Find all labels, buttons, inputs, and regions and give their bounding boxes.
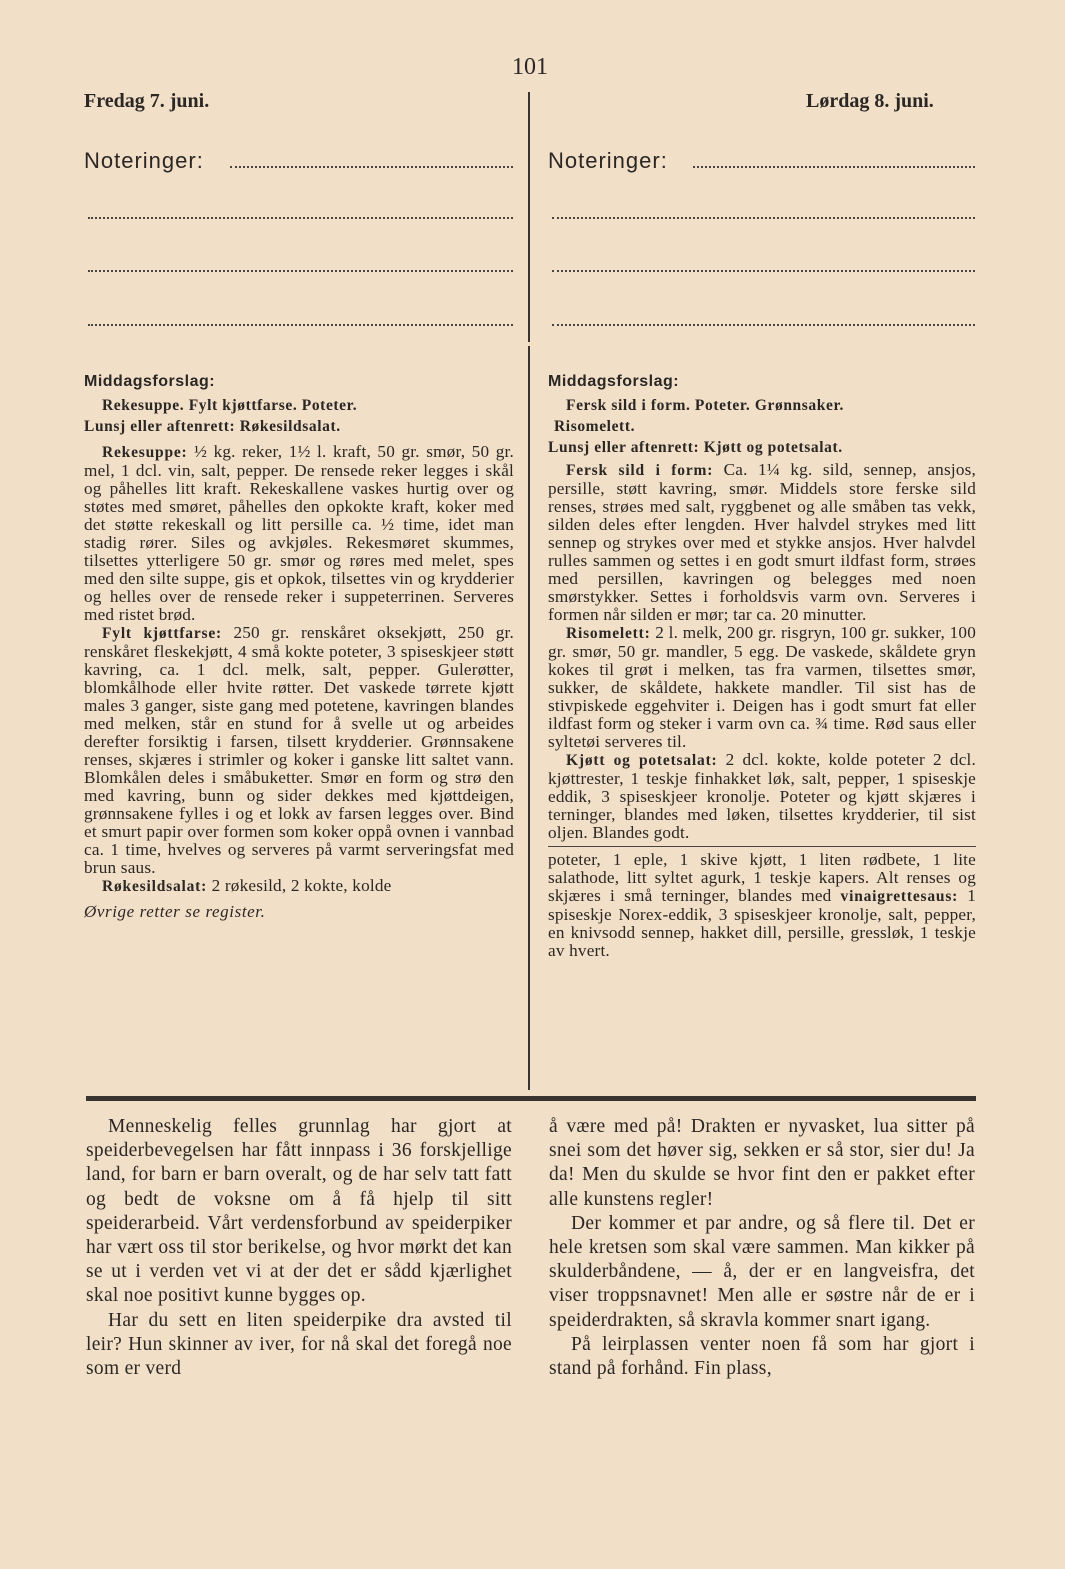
left-notes-line-4	[88, 324, 513, 326]
story-left-paragraph-2: Har du sett en liten speiderpike dra avsted til leir? Hun skinner av iver, for nå skal det foregå noe som er verd	[86, 1309, 512, 1380]
right-dinner-heading: Middagsforslag:	[548, 373, 680, 390]
recipe-title-risomelett: Risomelett:	[566, 625, 651, 642]
recipe-risomelett: 2 l. melk, 200 gr. risgryn, 100 gr. sukker, 100 gr. smør, 50 gr. mandler, 5 egg. De vaskede, skåldete gryn kokes til grøt i melken, tas fra varmen, tilsettes smør, sukker, de skåldete, hakkete mandler. Til sist has de stivpiskede eggehviter i. Deigen has i godt smurt fat eller ildfast form og steker i varm ovn ca. ¾ time. Rød saus eller syltetøi serveres til.	[548, 623, 977, 751]
right-notes-line-4	[552, 324, 975, 326]
column-divider	[528, 346, 530, 1090]
left-notes-line-1	[230, 166, 513, 168]
right-menu-1: Fersk sild i form. Poteter. Grønnsaker.	[566, 397, 844, 414]
right-notes-label: Noteringer:	[548, 148, 668, 173]
recipe-continuation-b: 1 spiseskje Norex-eddik, 3 spiseskjeer kronolje, salt, pepper, en knivsodd sennep, hakket dill, persille, gressløk, 1 teskje av hvert.	[548, 886, 977, 960]
left-lunch: Lunsj eller aftenrett: Røkesildsalat.	[84, 418, 341, 435]
recipe-title-fylt-kjottfarse: Fylt kjøttfarse:	[102, 625, 223, 642]
story-right-paragraph-2: Der kommer et par andre, og så flere til. Det er hele kretsen som skal være sammen. Man kikker på skulderbåndene, — å, der er en langveisfra, det viser troppsnavnet! Men alle er søstre når de er i speiderdrakten, så skravla kommer snart igang.	[549, 1212, 975, 1331]
story-right-paragraph-3: På leirplassen venter noen få som har gjort i stand på forhånd. Fin plass,	[549, 1333, 975, 1380]
left-dinner-heading: Middagsforslag:	[84, 373, 216, 390]
recipe-rekesuppe: ½ kg. reker, 1½ l. kraft, 50 gr. smør, 50 gr. mel, 1 dcl. vin, salt, pepper. De rensede reker legges i skål og påhelles litt kraft. Rekeskallene vaskes hurtig over og støtes med smøret, påhelles den opkokte kraft, koker med det støtte rekeskall og litt persille ca. ½ time, idet man stadig rører. Siles og avkjøles. Rekesmøret skummes, tilsettes ytterligere 50 gr. smør og røres med melet, spes med den silte suppe, gis et opkok, tilsettes vin og krydderier og helles over de rensede reker i suppeterrinen. Serveres med ristet brød.	[84, 442, 514, 624]
section-rule	[86, 1096, 976, 1101]
recipe-rokesildsalat: 2 røkesild, 2 kokte, kolde	[211, 876, 392, 895]
recipe-continuation-a: poteter, 1 eple, 1 skive kjøtt, 1 liten rødbete, 1 lite salathode, litt syltet agurk, 1 teskje kapers. Alt renses og skjæres i små terninger, blandes med	[548, 850, 976, 905]
register-note: Øvrige retter se register.	[84, 902, 266, 921]
story-right-column	[549, 1115, 975, 1381]
right-day-heading: Lørdag 8. juni.	[806, 90, 934, 112]
left-notes-label: Noteringer:	[84, 148, 204, 173]
page-number: 101	[512, 54, 548, 80]
right-recipe-text	[548, 461, 976, 842]
story-left-column	[86, 1115, 512, 1381]
left-notes-line-3	[88, 270, 513, 272]
right-recipes	[548, 373, 976, 960]
recipe-fersk-sild: Ca. 1¼ kg. sild, sennep, ansjos, persille, støtt kavring, smør. Middels store ferske sild renses, strøes med salt, ryggbenet og alle småben tas vekk, silden deles efter lengden. Hver halvdel strykes med litt sennep og strykes over med et stykke ansjos. Hver halvdel rulles sammen og settes i en godt smurt ildfast form, strøes med persillen, kavringen og belegges med noen smørstykker. Settes i forholdsvis varm ovn. Serveres i formen når silden er mør; tar ca. 20 minutter.	[548, 460, 977, 624]
recipe-title-rekesuppe: Rekesuppe:	[102, 444, 188, 461]
recipe-divider	[548, 846, 976, 847]
story-left-paragraph-1: Menneskelig felles grunnlag har gjort at speiderbevegelsen har fått innpass i 36 forskjellige land, for barn er barn overalt, og de har selv tatt fatt og bedt de voksne om å få hjelp til sitt speiderarbeid. Vårt verdensforbund av speiderpiker har vært oss til stor berikelse, og hvor mørkt det kan se ut i verden vet vi at der det er sådd kjærlighet skal noe positivt kunne bygges op.	[86, 1116, 512, 1307]
column-divider-top	[528, 92, 530, 342]
left-notes-line-2	[88, 217, 513, 219]
recipe-fylt-kjottfarse: 250 gr. renskåret oksekjøtt, 250 gr. renskåret fleskekjøtt, 4 små kokte poteter, 3 spiseskjeer støtt kavring, ca. 1 dcl. melk, salt, pepper. Gulerøtter, blomkålhode eller hvite røtter. Det vaskede tørrete kjøtt males 3 ganger, siste gang med potetene, kavringen blandes med melken, står en stund for å svelle ut og arbeides derefter forsiktig i farsen, tilsett krydderier. Grønnsakene renses, skjæres i strimler og koker i ganske litt saltet vann. Blomkålen deles i småbuketter. Smør en form og strø den med kavring, bunn og sider dekkes med kjøttdeigen, grønnsakene fylles i og et lokk av farsen legges over. Bind et smurt papir over formen som koker oppå ovnen i vannbad ca. 1 time, hvelves og serveres på varmt serveringsfat med brun saus.	[84, 623, 514, 877]
right-recipe-continuation	[548, 851, 976, 960]
left-menu: Rekesuppe. Fylt kjøttfarse. Poteter.	[102, 397, 358, 414]
recipe-kjott-og-potetsalat: 2 dcl. kokte, kolde poteter 2 dcl. kjøttrester, 1 teskje finhakket løk, salt, pepper, 1 spiseskje eddik, 3 spiseskjeer kronolje. Poteter og kjøtt skjæres i terninger, blandes med løken, tilsettes krydderier, til sist oljen. Blandes godt.	[548, 750, 976, 842]
right-lunch: Lunsj eller aftenrett: Kjøtt og potetsalat.	[548, 439, 843, 456]
recipe-title-fersk-sild: Fersk sild i form:	[566, 462, 714, 479]
left-recipes	[84, 373, 514, 922]
left-day-heading: Fredag 7. juni.	[84, 90, 210, 112]
recipe-title-kjott-og-potetsalat: Kjøtt og potetsalat:	[566, 752, 718, 769]
vinaigrette-label: vinaigrettesaus:	[840, 888, 959, 905]
left-recipe-text	[84, 443, 514, 896]
right-notes-line-1	[693, 166, 975, 168]
right-notes-line-2	[552, 217, 975, 219]
right-menu-2: Risomelett.	[554, 418, 636, 435]
recipe-title-rokesildsalat: Røkesildsalat:	[102, 878, 208, 895]
story-right-paragraph-1: å være med på! Drakten er nyvasket, lua sitter på snei som det høver sig, sekken er så stor, sier du! Ja da! Men du skulde se hvor fint den er pakket efter alle kunstens regler!	[549, 1116, 975, 1210]
right-notes-line-3	[552, 270, 975, 272]
